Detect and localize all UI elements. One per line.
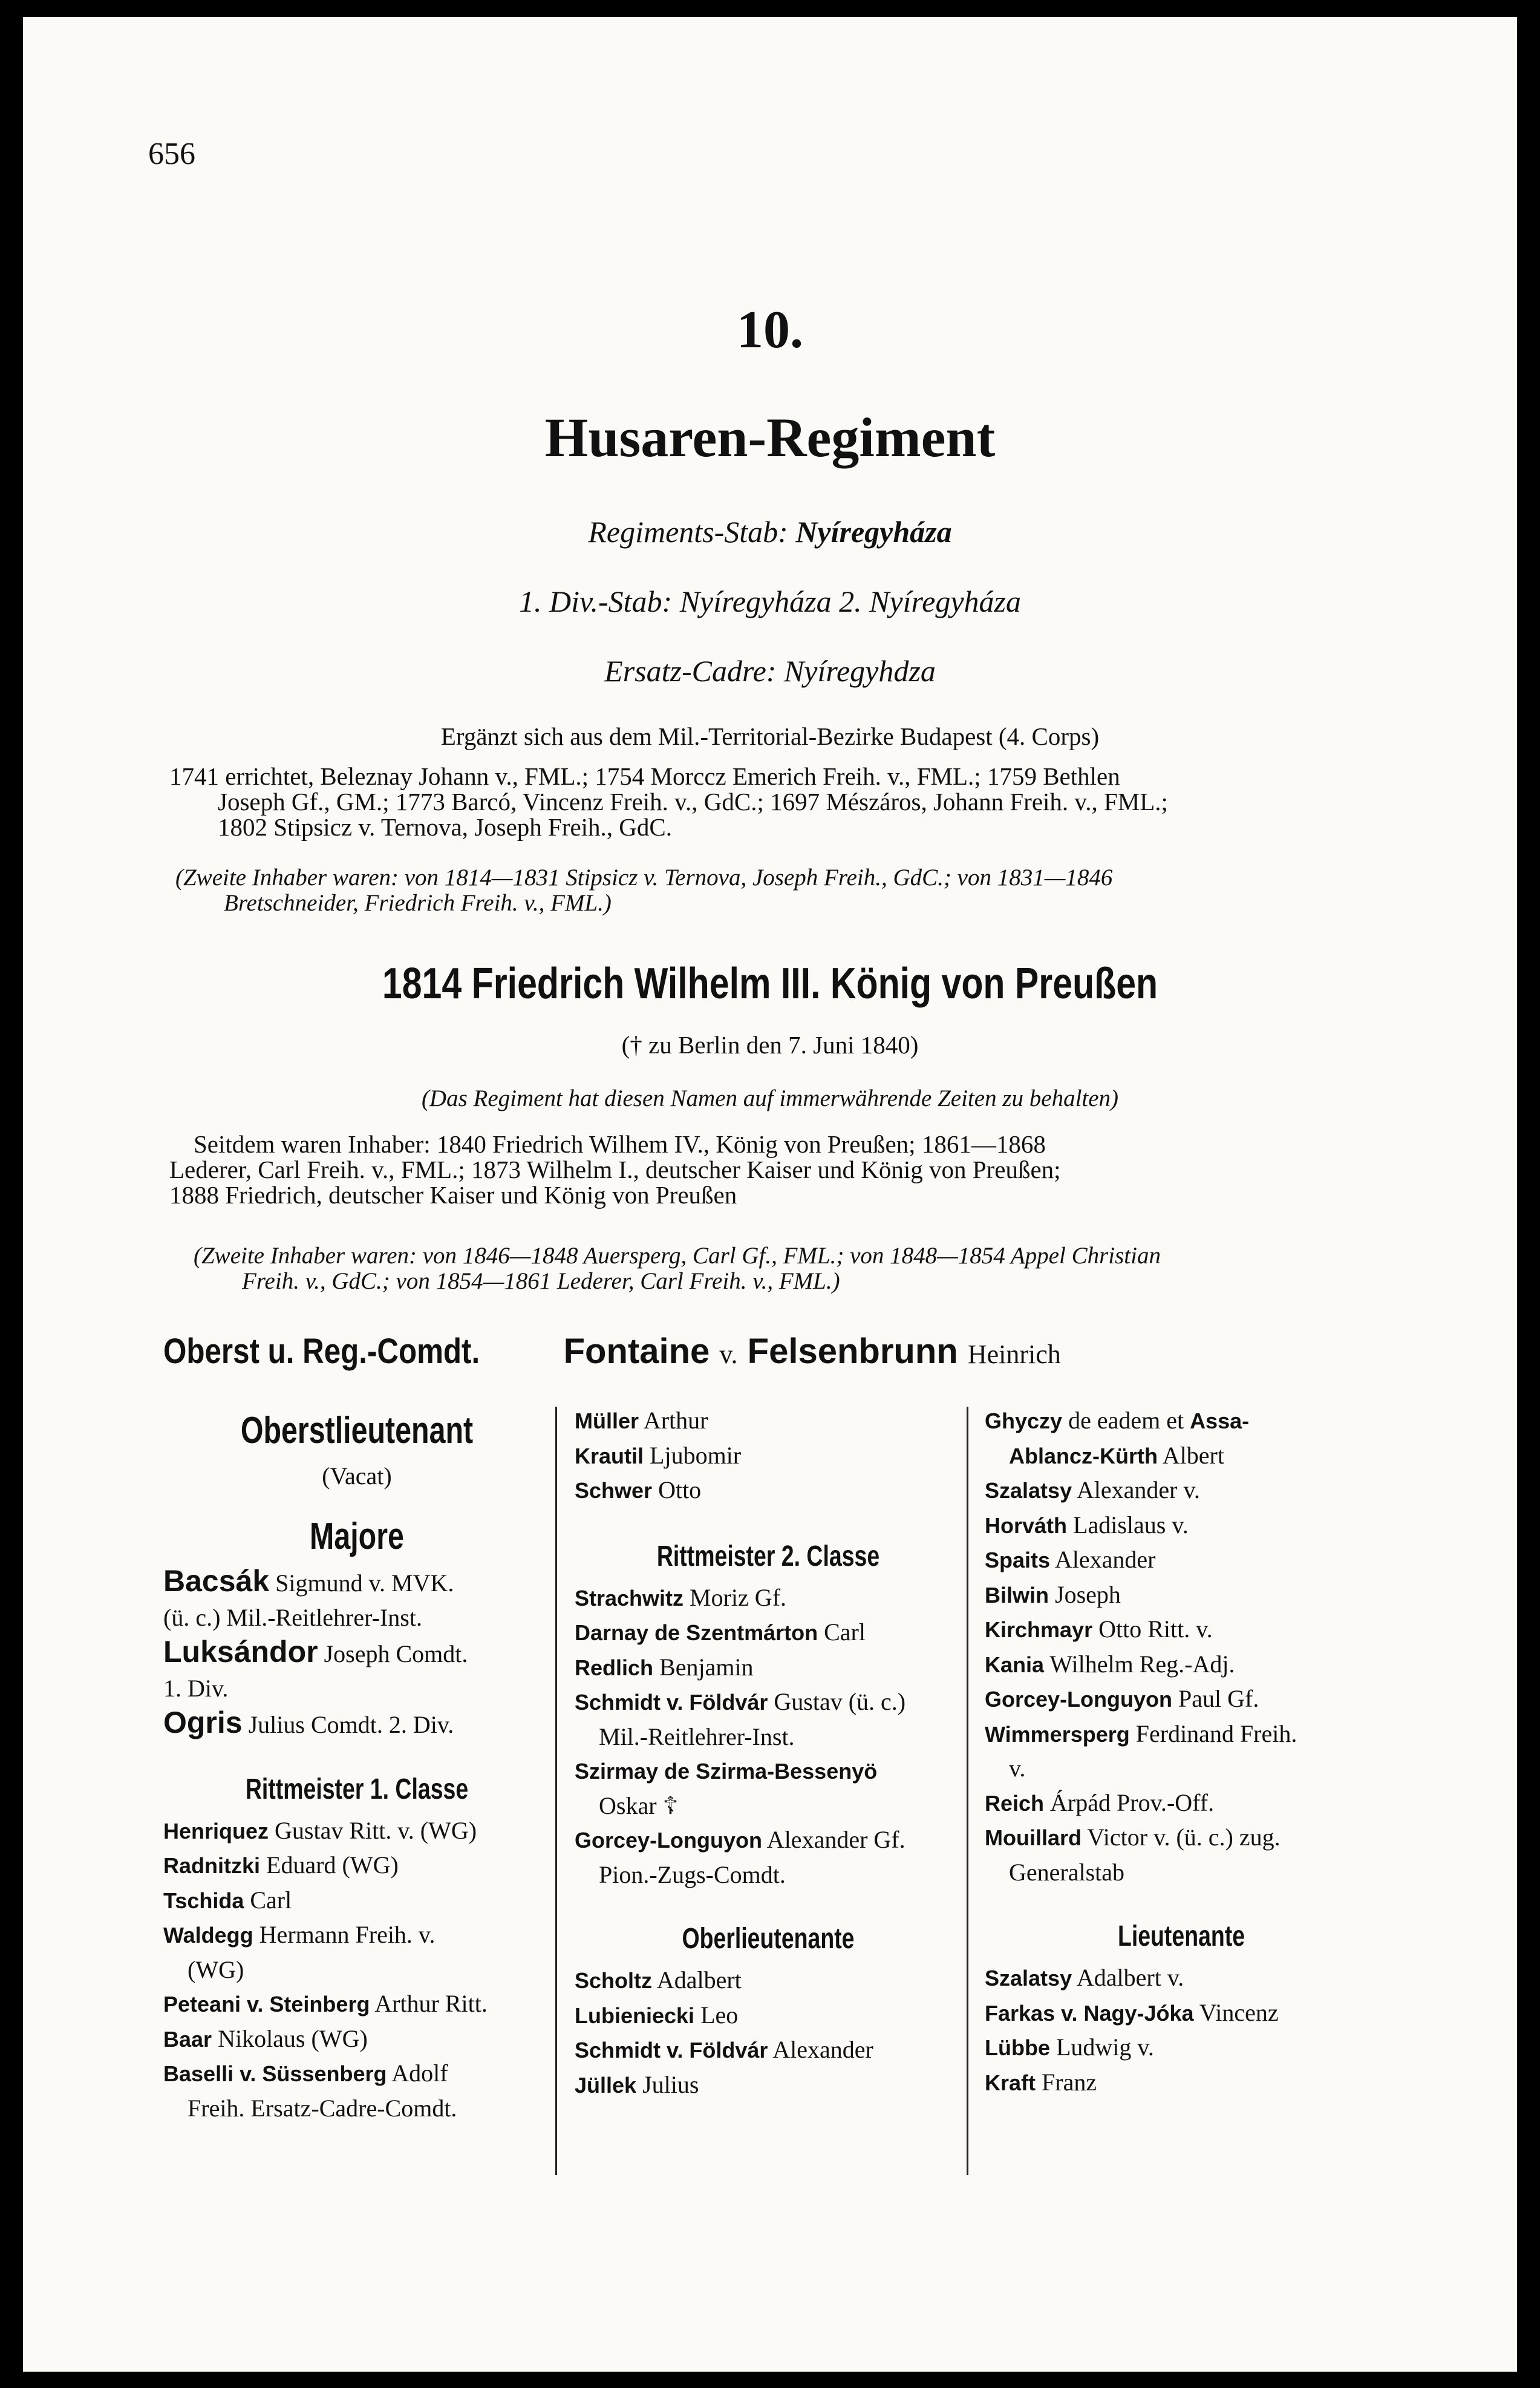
officer-name: Strachwitz <box>575 1585 684 1611</box>
commander-label: Oberst u. Reg.-Comdt. <box>163 1332 480 1371</box>
officer-name: Ogris <box>163 1706 243 1739</box>
list-item <box>985 1961 1378 1996</box>
officer-details: Ferdinand Freih. <box>1129 1719 1297 1747</box>
owners-line: Seitdem waren Inhaber: 1840 Friedrich Wilhem IV., König von Preußen; 1861—1868 <box>194 1130 1046 1158</box>
list-item <box>985 1612 1378 1647</box>
officer-details: Julius Comdt. 2. Div. <box>242 1711 454 1738</box>
officer-details: Alexander Gf. <box>762 1826 905 1853</box>
list-item <box>985 1439 1378 1474</box>
list-item <box>163 2022 550 2057</box>
list-item: (WG) <box>188 1955 244 1983</box>
officer-details: Adalbert <box>652 1966 742 1994</box>
list-item <box>163 1814 550 1849</box>
officer-name: Lubieniecki <box>575 2003 695 2028</box>
officer-name: Kirchmayr <box>985 1617 1093 1642</box>
officer-details: Benjamin <box>653 1653 754 1681</box>
list-item <box>575 1963 962 1998</box>
officer-name: Henriquez <box>163 1818 269 1843</box>
list-item: v. <box>1009 1755 1026 1782</box>
list-item <box>985 1996 1378 2031</box>
officer-name: Schmidt v. Földvár <box>575 1690 768 1715</box>
history-line: Joseph Gf., GM.; 1773 Barcó, Vincenz Freih. v., GdC.; 1697 Mészáros, Johann Freih. v., FML.; <box>218 788 1168 816</box>
officer-details: Ludwig v. <box>1049 2033 1154 2061</box>
officer-details: Paul Gf. <box>1172 1685 1259 1712</box>
column-divider <box>555 1407 557 2175</box>
list-item <box>575 2068 962 2103</box>
list-item <box>985 1578 1378 1613</box>
officer-name: Radnitzki <box>163 1853 261 1878</box>
officer-details: Hermann Freih. v. <box>253 1921 436 1948</box>
officer-name: Bacsák <box>163 1564 270 1598</box>
officer-name: Schmidt v. Földvár <box>575 2038 768 2063</box>
history-paragraph <box>169 764 1373 840</box>
officer-name: Szirmay de Szirma-Bessenyö <box>575 1759 878 1784</box>
officer-details: Alexander v. <box>1072 1476 1200 1503</box>
list-item <box>985 1404 1378 1439</box>
officer-name: Gorcey-Longuyon <box>575 1828 763 1853</box>
officer-details: Carl <box>244 1886 292 1914</box>
commander-given: Heinrich <box>967 1340 1061 1369</box>
officer-details: Ljubomir <box>644 1441 742 1469</box>
note-line: (Zweite Inhaber waren: von 1814—1831 Stipsicz v. Ternova, Joseph Freih., GdC.; von 1831—1846 <box>175 865 1113 891</box>
officer-details: Alexander <box>768 2036 873 2063</box>
owner-death-note: († zu Berlin den 7. Juni 1840) <box>621 1031 919 1059</box>
officer-details: Gustav (ü. c.) <box>768 1688 906 1715</box>
officer-name: Mouillard <box>985 1825 1082 1850</box>
officer-details: Wilhelm Reg.-Adj. <box>1044 1650 1235 1678</box>
list-item <box>163 1987 550 2022</box>
regiment-staff-line <box>0 514 1540 549</box>
officer-name: Jüllek <box>575 2072 637 2098</box>
column-2 <box>575 1404 962 2102</box>
officer-name: Scholtz <box>575 1968 653 1993</box>
owner-title: 1814 Friedrich Wilhelm III. König von Preußen <box>382 960 1158 1008</box>
commander-particle: v. <box>719 1340 738 1369</box>
officer-details: de eadem et <box>1062 1407 1190 1434</box>
officer-name: Szalatsy <box>985 1966 1072 1991</box>
officer-name: Horváth <box>985 1513 1068 1538</box>
name-perpetuity-note: (Das Regiment hat diesen Namen auf immerwährende Zeiten zu behalten) <box>421 1085 1119 1111</box>
list-item <box>985 1717 1378 1752</box>
officer-details: Árpád Prov.-Off. <box>1044 1788 1215 1816</box>
list-item: 1. Div. <box>163 1674 229 1702</box>
heading-oberstlieutenant: Oberstlieutenant <box>240 1410 474 1451</box>
officer-details: Joseph Comdt. <box>318 1640 468 1667</box>
officer-details: Julius <box>636 2070 699 2098</box>
commander-name-a: Fontaine <box>563 1332 710 1371</box>
recruitment-line: Ergänzt sich aus dem Mil.-Territorial-Bezirke Budapest (4. Corps) <box>440 722 1100 750</box>
officer-name: Waldegg <box>163 1923 253 1948</box>
list-item <box>163 1848 550 1883</box>
officer-details: Ladislaus v. <box>1067 1511 1189 1539</box>
list-item <box>163 2056 550 2092</box>
list-item <box>163 1918 550 1953</box>
later-owners-paragraph <box>169 1130 1373 1209</box>
note-line: Freih. v., GdC.; von 1854—1861 Lederer, Carl Freih. v., FML.) <box>242 1268 840 1294</box>
list-item <box>575 1754 962 1789</box>
division2-seat: Nyíregyháza <box>869 584 1021 618</box>
cadre-label: Ersatz-Cadre: <box>604 654 777 688</box>
officer-name: Baar <box>163 2026 212 2052</box>
list-item <box>575 1823 962 1858</box>
second-owners-note-2 <box>194 1243 1373 1294</box>
list-item <box>985 1682 1378 1717</box>
officer-details: Adolf <box>387 2059 448 2087</box>
list-item <box>985 1820 1378 1856</box>
commander-line <box>163 1331 1061 1372</box>
heading-rittmeister-2: Rittmeister 2. Classe <box>656 1540 880 1572</box>
division-staff-label: 1. Div.-Stab: <box>519 584 673 618</box>
heading-oberlieutenante: Oberlieutenante <box>682 1923 855 1955</box>
list-item <box>985 1647 1378 1683</box>
owners-line: 1888 Friedrich, deutscher Kaiser und König von Preußen <box>169 1181 737 1209</box>
heading-lieutenante: Lieutenante <box>1117 1920 1245 1952</box>
officer-name: Reich <box>985 1790 1045 1816</box>
regiment-staff-label: Regiments-Stab: <box>588 515 788 549</box>
list-item <box>575 1581 962 1616</box>
history-line: 1802 Stipsicz v. Ternova, Joseph Freih., GdC. <box>218 813 673 841</box>
officer-name: Darnay de Szentmárton <box>575 1620 818 1645</box>
list-item <box>985 1543 1378 1578</box>
officer-name: Müller <box>575 1408 639 1433</box>
vacat-note: (Vacat) <box>322 1462 392 1490</box>
column-3 <box>985 1404 1378 2100</box>
officer-details: Gustav Ritt. v. (WG) <box>269 1816 477 1844</box>
officer-details: Victor v. (ü. c.) zug. <box>1082 1824 1281 1851</box>
list-item <box>163 1564 550 1601</box>
list-item <box>575 2033 962 2068</box>
list-item <box>575 1439 962 1474</box>
officer-details: Joseph <box>1049 1580 1121 1608</box>
note-line: Bretschneider, Friedrich Freih. v., FML.) <box>224 890 612 916</box>
list-item: Generalstab <box>1009 1858 1125 1886</box>
list-item <box>163 1706 550 1742</box>
list-item <box>575 1404 962 1439</box>
officer-details: Carl <box>818 1618 866 1646</box>
officer-name: Farkas v. Nagy-Jóka <box>985 2000 1194 2026</box>
list-item <box>163 1883 550 1919</box>
officer-details: Vincenz <box>1193 1998 1279 2026</box>
officer-details: Adalbert v. <box>1072 1964 1184 1991</box>
officer-name: Schwer <box>575 1478 653 1503</box>
list-item <box>575 1650 962 1686</box>
owners-line: Lederer, Carl Freih. v., FML.; 1873 Wilhelm I., deutscher Kaiser und König von Preußen; <box>169 1156 1061 1183</box>
officer-name: Tschida <box>163 1888 244 1913</box>
heading-rittmeister-1: Rittmeister 1. Classe <box>245 1773 469 1805</box>
heading-majore: Majore <box>310 1516 404 1557</box>
note-line: (Zweite Inhaber waren: von 1846—1848 Auersperg, Carl Gf., FML.; von 1848—1854 Appel Christian <box>194 1243 1161 1269</box>
officer-details: Arthur Ritt. <box>370 1990 488 2017</box>
officer-details: Eduard (WG) <box>260 1851 399 1879</box>
officer-name: Krautil <box>575 1443 644 1468</box>
list-item <box>985 1473 1378 1508</box>
regiment-staff-seat: Nyíregyháza <box>795 515 952 549</box>
list-item <box>575 1998 962 2033</box>
list-item <box>575 1685 962 1720</box>
officer-details: Franz <box>1036 2068 1097 2096</box>
officer-details: Leo <box>694 2001 739 2029</box>
officer-details: Arthur <box>639 1407 708 1434</box>
officer-details: Sigmund v. MVK. <box>269 1569 454 1597</box>
officer-name: Szalatsy <box>985 1478 1072 1503</box>
list-item <box>985 2066 1378 2101</box>
commander-name-b: Felsenbrunn <box>747 1332 958 1371</box>
second-owners-note-1 <box>175 865 1373 916</box>
officer-name: Ablancz-Kürth <box>1009 1443 1158 1468</box>
officer-name: Spaits <box>985 1548 1051 1572</box>
column-divider <box>967 1407 968 2175</box>
officer-name: Lübbe <box>985 2035 1050 2060</box>
column-1 <box>163 1404 550 2125</box>
list-item <box>985 1786 1378 1821</box>
list-item: Mil.-Reitlehrer-Inst. <box>599 1722 795 1750</box>
list-item <box>985 2030 1378 2066</box>
officer-name: Gorcey-Longuyon <box>985 1687 1173 1712</box>
list-item: (ü. c.) Mil.-Reitlehrer-Inst. <box>163 1603 422 1631</box>
officer-details: Alexander <box>1050 1546 1156 1573</box>
cadre-line <box>0 653 1540 689</box>
officer-name: Kraft <box>985 2070 1036 2095</box>
list-item <box>985 1508 1378 1543</box>
officer-name: Bilwin <box>985 1582 1049 1608</box>
officer-details: Otto <box>652 1476 702 1503</box>
officer-name: Kania <box>985 1652 1045 1677</box>
officer-name: Assa- <box>1190 1408 1250 1433</box>
list-item <box>575 1615 962 1650</box>
division-staff-line <box>0 584 1540 619</box>
history-line: 1741 errichtet, Beleznay Johann v., FML.; 1754 Morccz Emerich Freih. v., FML.; 1759 Bethlen <box>169 762 1120 790</box>
regiment-title: Husaren-Regiment <box>544 407 996 468</box>
regiment-number: 10. <box>737 301 803 359</box>
officer-name: Ghyczy <box>985 1408 1063 1433</box>
officer-name: Redlich <box>575 1655 654 1680</box>
officer-name: Wimmersperg <box>985 1721 1130 1747</box>
list-item: Pion.-Zugs-Comdt. <box>599 1860 786 1888</box>
officer-details: Nikolaus (WG) <box>212 2024 368 2052</box>
officer-details: Otto Ritt. v. <box>1092 1615 1213 1643</box>
list-item: Freih. Ersatz-Cadre-Comdt. <box>188 2094 457 2122</box>
list-item: Oskar ☦ <box>599 1791 679 1819</box>
page-number: 656 <box>148 137 195 171</box>
officer-name: Luksándor <box>163 1635 318 1669</box>
list-item <box>575 1473 962 1508</box>
officer-name: Baselli v. Süssenberg <box>163 2061 387 2086</box>
officer-details: Moriz Gf. <box>684 1583 787 1611</box>
cadre-seat: Nyíregyhdza <box>783 654 936 688</box>
officer-details: Albert <box>1158 1441 1224 1469</box>
division1-seat: Nyíregyháza <box>679 584 832 618</box>
division2-label: 2. <box>839 584 862 618</box>
officer-name: Peteani v. Steinberg <box>163 1992 370 2017</box>
list-item <box>163 1635 550 1672</box>
